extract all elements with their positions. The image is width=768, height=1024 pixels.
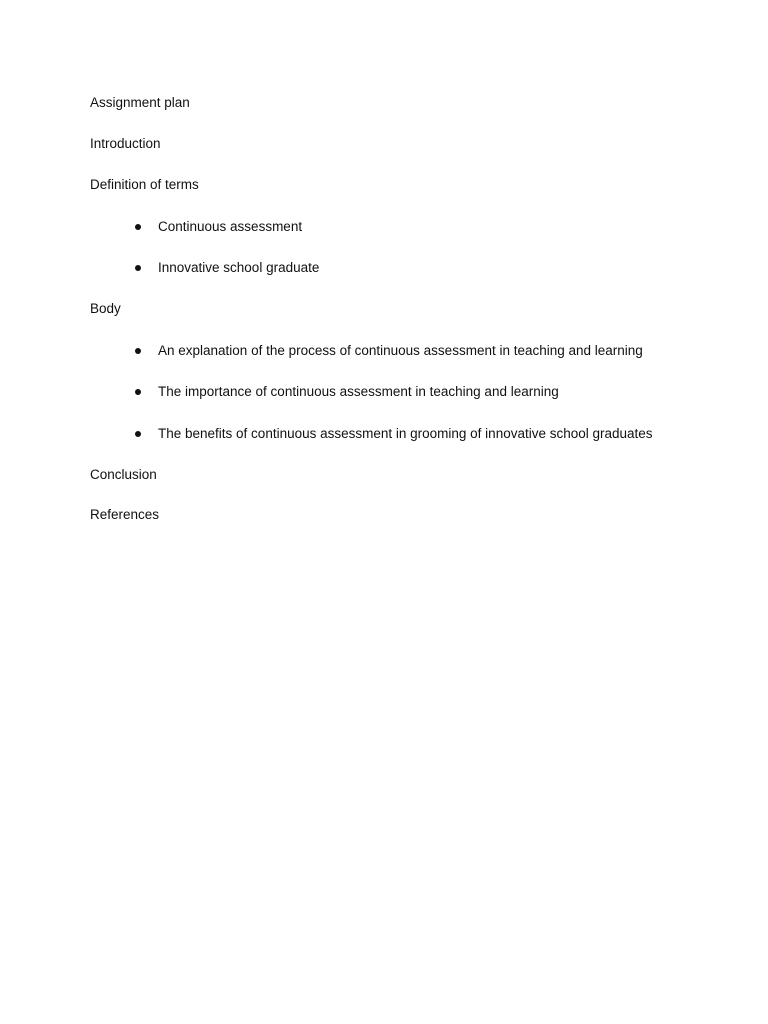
bullet-icon (135, 389, 141, 395)
bullet-icon (135, 224, 141, 230)
list-item-text: Innovative school graduate (158, 260, 320, 275)
list-item-text: An explanation of the process of continuous assessment in teaching and learning (158, 343, 643, 358)
section-heading-introduction: Introduction (90, 136, 161, 151)
list-item-text: Continuous assessment (158, 219, 303, 234)
bullet-icon (135, 265, 141, 271)
list-item-text: The importance of continuous assessment in teaching and learning (158, 384, 559, 399)
bullet-icon (135, 348, 141, 354)
document-title: Assignment plan (90, 95, 190, 110)
section-heading-definition: Definition of terms (90, 177, 199, 192)
section-heading-conclusion: Conclusion (90, 467, 157, 482)
section-heading-body: Body (90, 301, 121, 316)
bullet-icon (135, 431, 141, 437)
section-heading-references: References (90, 507, 160, 522)
list-item-text: The benefits of continuous assessment in grooming of innovative school graduates (158, 426, 653, 441)
